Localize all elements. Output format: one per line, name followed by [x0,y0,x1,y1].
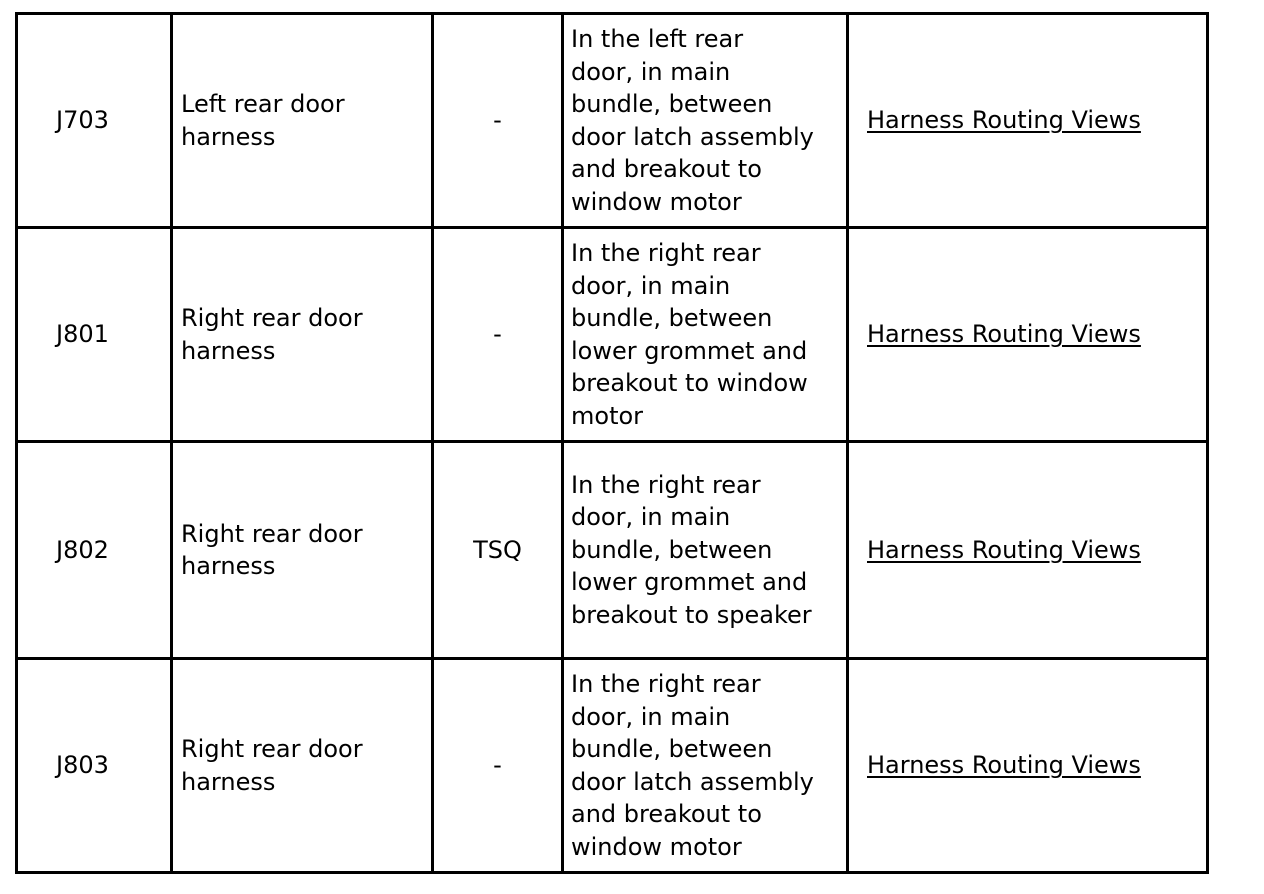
harness-cell: Right rear door harness [172,442,433,659]
location-cell: In the left rear door, in main bundle, between door latch assembly and breakout to window motor [563,14,848,228]
link-cell [848,228,1208,442]
table-row [17,659,1208,873]
table-row [17,14,1208,228]
link-cell [848,659,1208,873]
connector-id-cell: J703 [17,14,172,228]
harness-cell: Right rear door harness [172,659,433,873]
location-cell: In the right rear door, in main bundle, between lower grommet and breakout to window motor [563,228,848,442]
harness-routing-views-link[interactable]: Harness Routing Views [867,320,1141,349]
harness-routing-views-link[interactable]: Harness Routing Views [867,535,1141,564]
table-row [17,442,1208,659]
option-cell: TSQ [433,442,563,659]
link-cell [848,442,1208,659]
option-cell: - [433,14,563,228]
link-cell [848,14,1208,228]
harness-routing-views-link[interactable]: Harness Routing Views [867,751,1141,780]
connector-location-table [15,12,1209,874]
option-cell: - [433,228,563,442]
table-row [17,228,1208,442]
location-cell: In the right rear door, in main bundle, between lower grommet and breakout to speaker [563,442,848,659]
harness-cell: Right rear door harness [172,228,433,442]
connector-id-cell: J802 [17,442,172,659]
harness-cell: Left rear door harness [172,14,433,228]
option-cell: - [433,659,563,873]
harness-routing-views-link[interactable]: Harness Routing Views [867,106,1141,135]
connector-id-cell: J801 [17,228,172,442]
connector-id-cell: J803 [17,659,172,873]
location-cell: In the right rear door, in main bundle, between door latch assembly and breakout to window motor [563,659,848,873]
